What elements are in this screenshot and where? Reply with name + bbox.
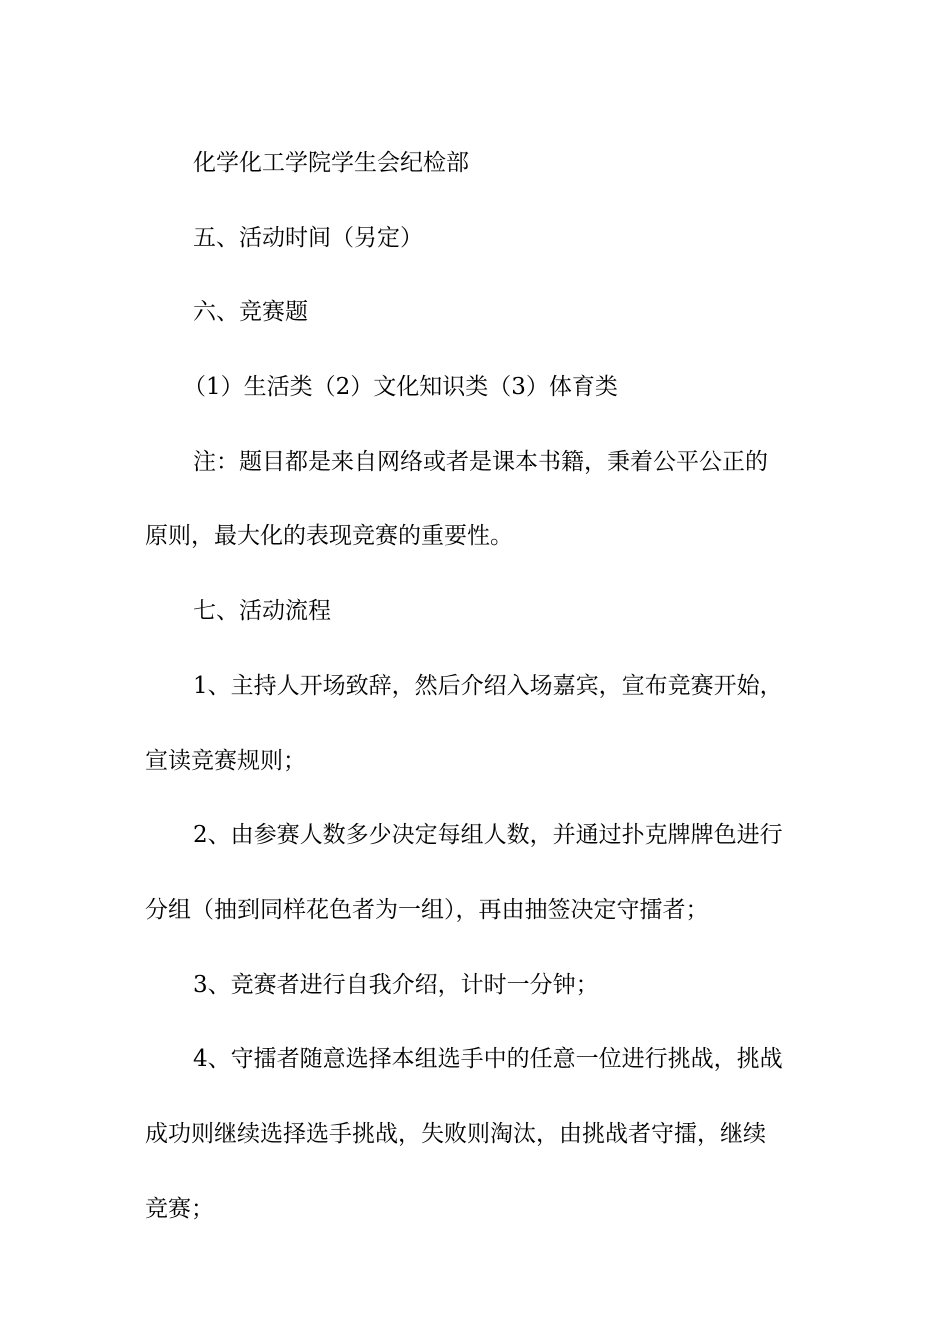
- text-line-section-six: 六、竞赛题: [193, 299, 308, 326]
- text-line-step4-c: 竞赛；: [145, 1195, 214, 1222]
- text-line-step3: 3、竞赛者进行自我介绍，计时一分钟；: [193, 971, 599, 998]
- text-line-step1-b: 宣读竞赛规则；: [145, 747, 306, 774]
- text-line-organizer: 化学化工学院学生会纪检部: [193, 150, 469, 176]
- text-line-step4-a: 4、守擂者随意选择本组选手中的任意一位进行挑战，挑战: [193, 1046, 783, 1073]
- text-line-section-five: 五、活动时间（另定）: [193, 224, 423, 251]
- text-line-step1-a: 1、主持人开场致辞，然后介绍入场嘉宾，宣布竞赛开始，: [193, 672, 783, 699]
- text-line-note-2: 原则，最大化的表现竞赛的重要性。: [145, 523, 513, 550]
- text-line-section-seven: 七、活动流程: [193, 598, 331, 625]
- text-line-note-1: 注：题目都是来自网络或者是课本书籍，秉着公平公正的: [193, 448, 768, 475]
- text-line-step4-b: 成功则继续选择选手挑战，失败则淘汰，由挑战者守擂，继续: [145, 1120, 766, 1147]
- text-line-step2-b: 分组（抽到同样花色者为一组），再由抽签决定守擂者；: [145, 896, 709, 923]
- text-line-step2-a: 2、由参赛人数多少决定每组人数，并通过扑克牌牌色进行: [193, 822, 783, 849]
- document-body: [145, 126, 810, 1246]
- text-line-categories: （1）生活类（2）文化知识类（3）体育类: [183, 374, 618, 401]
